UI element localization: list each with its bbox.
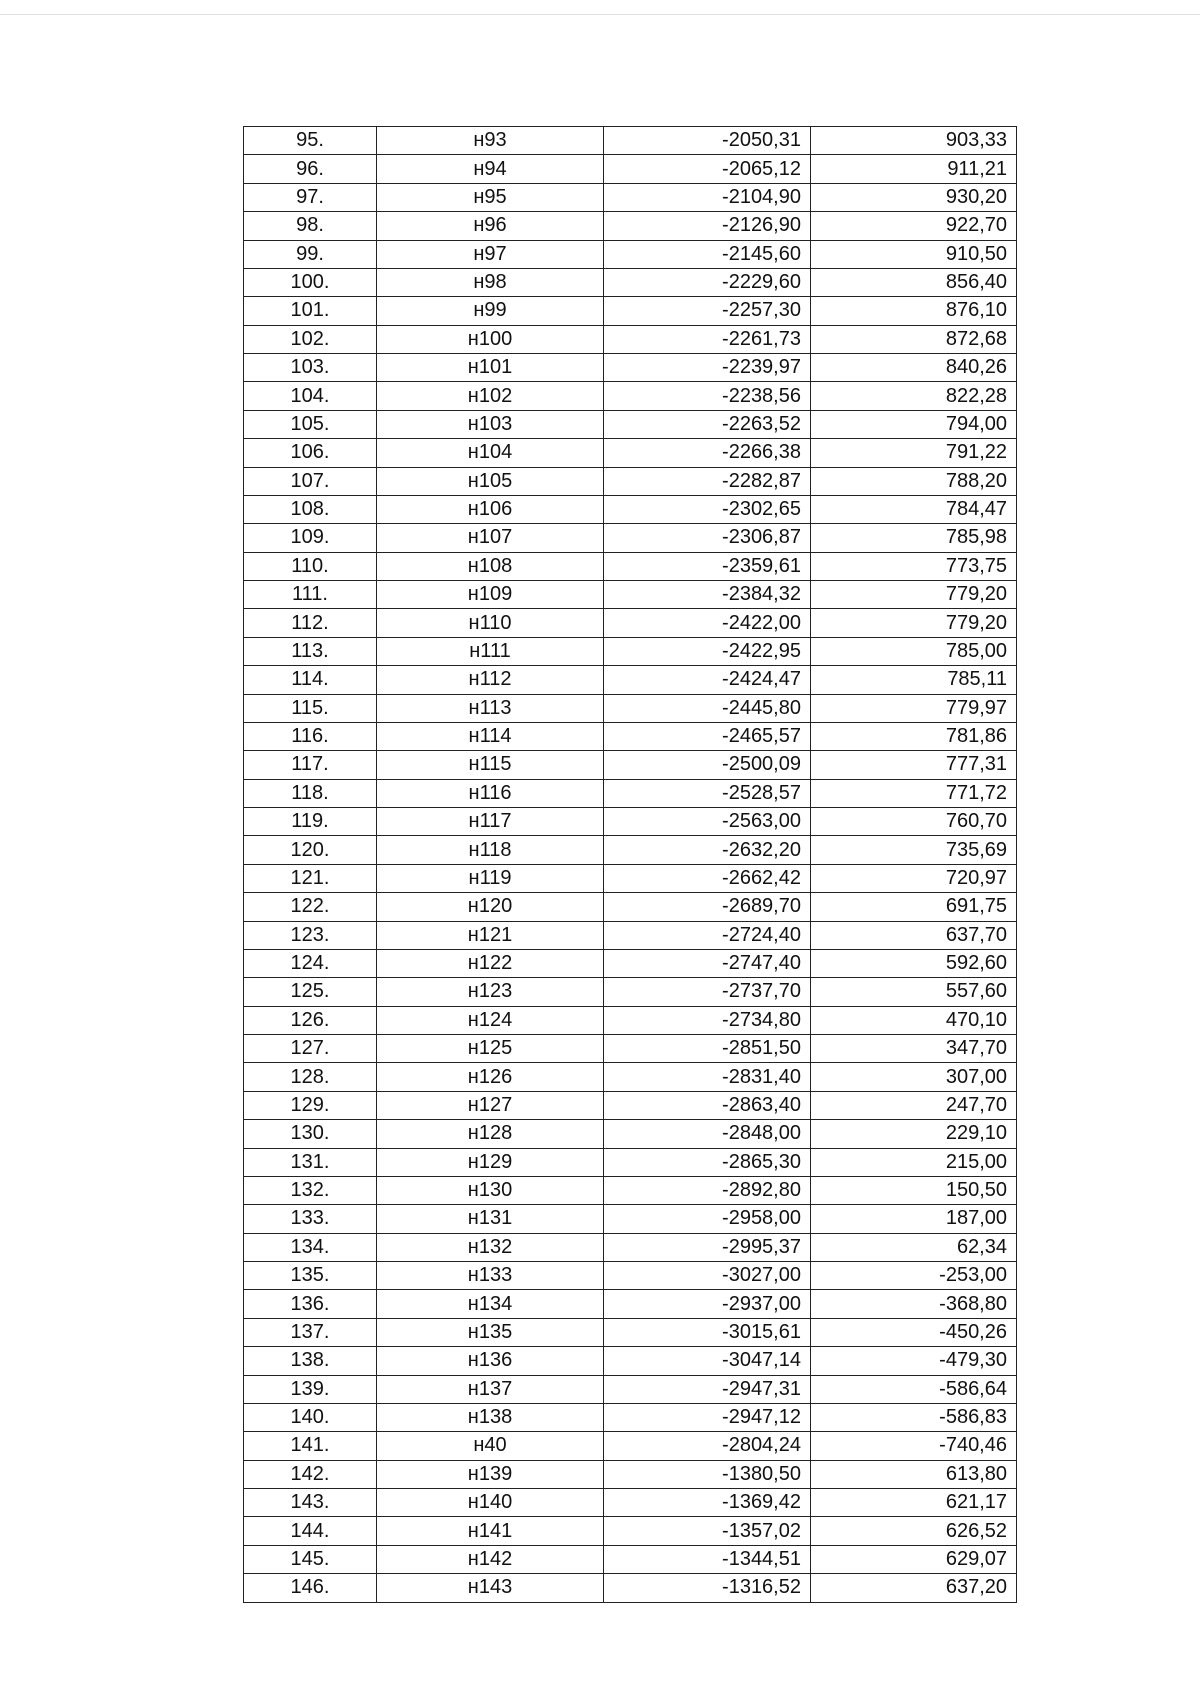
table-row <box>244 949 1017 977</box>
y-coordinate-cell: 771,72 <box>811 779 1017 807</box>
table-row <box>244 1176 1017 1204</box>
table-row <box>244 1035 1017 1063</box>
y-coordinate-cell: 735,69 <box>811 836 1017 864</box>
table-row <box>244 864 1017 892</box>
table-row <box>244 240 1017 268</box>
y-coordinate-cell: -740,46 <box>811 1432 1017 1460</box>
table-row <box>244 921 1017 949</box>
point-name-cell: н127 <box>377 1091 604 1119</box>
y-coordinate-cell: 760,70 <box>811 808 1017 836</box>
point-number-cell: 110. <box>244 552 377 580</box>
point-number-cell: 107. <box>244 467 377 495</box>
point-name-cell: н137 <box>377 1375 604 1403</box>
point-number-cell: 123. <box>244 921 377 949</box>
point-name-cell: н94 <box>377 155 604 183</box>
x-coordinate-cell: -2863,40 <box>604 1091 811 1119</box>
table-row <box>244 1460 1017 1488</box>
x-coordinate-cell: -2662,42 <box>604 864 811 892</box>
point-name-cell: н126 <box>377 1063 604 1091</box>
x-coordinate-cell: -2257,30 <box>604 297 811 325</box>
point-number-cell: 144. <box>244 1517 377 1545</box>
table-row <box>244 552 1017 580</box>
y-coordinate-cell: 777,31 <box>811 751 1017 779</box>
x-coordinate-cell: -2263,52 <box>604 410 811 438</box>
point-name-cell: н116 <box>377 779 604 807</box>
point-name-cell: н138 <box>377 1403 604 1431</box>
x-coordinate-cell: -2282,87 <box>604 467 811 495</box>
point-number-cell: 135. <box>244 1262 377 1290</box>
x-coordinate-cell: -2831,40 <box>604 1063 811 1091</box>
point-number-cell: 103. <box>244 354 377 382</box>
y-coordinate-cell: 822,28 <box>811 382 1017 410</box>
table-row <box>244 1148 1017 1176</box>
point-name-cell: н95 <box>377 183 604 211</box>
x-coordinate-cell: -2937,00 <box>604 1290 811 1318</box>
point-name-cell: н115 <box>377 751 604 779</box>
point-name-cell: н141 <box>377 1517 604 1545</box>
point-number-cell: 119. <box>244 808 377 836</box>
x-coordinate-cell: -2104,90 <box>604 183 811 211</box>
point-name-cell: н139 <box>377 1460 604 1488</box>
x-coordinate-cell: -2422,00 <box>604 609 811 637</box>
y-coordinate-cell: 62,34 <box>811 1233 1017 1261</box>
point-number-cell: 108. <box>244 495 377 523</box>
point-name-cell: н143 <box>377 1574 604 1602</box>
x-coordinate-cell: -2050,31 <box>604 127 811 155</box>
point-number-cell: 109. <box>244 524 377 552</box>
y-coordinate-cell: 794,00 <box>811 410 1017 438</box>
point-number-cell: 118. <box>244 779 377 807</box>
x-coordinate-cell: -2445,80 <box>604 694 811 722</box>
y-coordinate-cell: -586,83 <box>811 1403 1017 1431</box>
table-row <box>244 495 1017 523</box>
point-number-cell: 138. <box>244 1347 377 1375</box>
y-coordinate-cell: -586,64 <box>811 1375 1017 1403</box>
point-name-cell: н109 <box>377 581 604 609</box>
point-number-cell: 106. <box>244 439 377 467</box>
y-coordinate-cell: 637,70 <box>811 921 1017 949</box>
point-name-cell: н40 <box>377 1432 604 1460</box>
point-number-cell: 121. <box>244 864 377 892</box>
table-row <box>244 155 1017 183</box>
x-coordinate-cell: -2563,00 <box>604 808 811 836</box>
y-coordinate-cell: 626,52 <box>811 1517 1017 1545</box>
point-name-cell: н102 <box>377 382 604 410</box>
x-coordinate-cell: -2689,70 <box>604 893 811 921</box>
point-name-cell: н100 <box>377 325 604 353</box>
point-name-cell: н96 <box>377 212 604 240</box>
x-coordinate-cell: -2947,31 <box>604 1375 811 1403</box>
x-coordinate-cell: -2724,40 <box>604 921 811 949</box>
point-number-cell: 140. <box>244 1403 377 1431</box>
table-row <box>244 1403 1017 1431</box>
table-row <box>244 297 1017 325</box>
point-name-cell: н125 <box>377 1035 604 1063</box>
y-coordinate-cell: 773,75 <box>811 552 1017 580</box>
point-name-cell: н114 <box>377 722 604 750</box>
table-row <box>244 1545 1017 1573</box>
point-name-cell: н103 <box>377 410 604 438</box>
y-coordinate-cell: 691,75 <box>811 893 1017 921</box>
table-row <box>244 893 1017 921</box>
point-number-cell: 97. <box>244 183 377 211</box>
point-number-cell: 95. <box>244 127 377 155</box>
point-number-cell: 112. <box>244 609 377 637</box>
x-coordinate-cell: -3027,00 <box>604 1262 811 1290</box>
y-coordinate-cell: 629,07 <box>811 1545 1017 1573</box>
point-name-cell: н142 <box>377 1545 604 1573</box>
point-name-cell: н97 <box>377 240 604 268</box>
y-coordinate-cell: 470,10 <box>811 1006 1017 1034</box>
point-number-cell: 101. <box>244 297 377 325</box>
x-coordinate-cell: -2145,60 <box>604 240 811 268</box>
point-number-cell: 113. <box>244 637 377 665</box>
point-name-cell: н134 <box>377 1290 604 1318</box>
point-name-cell: н122 <box>377 949 604 977</box>
point-number-cell: 120. <box>244 836 377 864</box>
x-coordinate-cell: -2528,57 <box>604 779 811 807</box>
x-coordinate-cell: -1357,02 <box>604 1517 811 1545</box>
point-name-cell: н119 <box>377 864 604 892</box>
point-name-cell: н130 <box>377 1176 604 1204</box>
point-number-cell: 99. <box>244 240 377 268</box>
table-row <box>244 439 1017 467</box>
y-coordinate-cell: -253,00 <box>811 1262 1017 1290</box>
point-number-cell: 122. <box>244 893 377 921</box>
table-row <box>244 1347 1017 1375</box>
x-coordinate-cell: -2238,56 <box>604 382 811 410</box>
point-name-cell: н123 <box>377 978 604 1006</box>
table-row <box>244 1489 1017 1517</box>
y-coordinate-cell: 621,17 <box>811 1489 1017 1517</box>
x-coordinate-cell: -2229,60 <box>604 268 811 296</box>
x-coordinate-cell: -2865,30 <box>604 1148 811 1176</box>
table-row <box>244 1120 1017 1148</box>
point-number-cell: 126. <box>244 1006 377 1034</box>
y-coordinate-cell: 784,47 <box>811 495 1017 523</box>
y-coordinate-cell: 856,40 <box>811 268 1017 296</box>
y-coordinate-cell: 150,50 <box>811 1176 1017 1204</box>
point-name-cell: н140 <box>377 1489 604 1517</box>
table-row <box>244 410 1017 438</box>
y-coordinate-cell: -479,30 <box>811 1347 1017 1375</box>
y-coordinate-cell: 922,70 <box>811 212 1017 240</box>
point-name-cell: н121 <box>377 921 604 949</box>
table-row <box>244 1233 1017 1261</box>
y-coordinate-cell: 910,50 <box>811 240 1017 268</box>
table-row <box>244 1262 1017 1290</box>
point-number-cell: 129. <box>244 1091 377 1119</box>
point-number-cell: 98. <box>244 212 377 240</box>
point-number-cell: 146. <box>244 1574 377 1602</box>
point-name-cell: н106 <box>377 495 604 523</box>
y-coordinate-cell: 840,26 <box>811 354 1017 382</box>
point-name-cell: н98 <box>377 268 604 296</box>
point-number-cell: 128. <box>244 1063 377 1091</box>
x-coordinate-cell: -2359,61 <box>604 552 811 580</box>
table-row <box>244 722 1017 750</box>
y-coordinate-cell: 307,00 <box>811 1063 1017 1091</box>
y-coordinate-cell: -368,80 <box>811 1290 1017 1318</box>
table-row <box>244 1517 1017 1545</box>
point-number-cell: 102. <box>244 325 377 353</box>
y-coordinate-cell: -450,26 <box>811 1318 1017 1346</box>
y-coordinate-cell: 781,86 <box>811 722 1017 750</box>
point-name-cell: н124 <box>377 1006 604 1034</box>
y-coordinate-cell: 903,33 <box>811 127 1017 155</box>
point-name-cell: н108 <box>377 552 604 580</box>
point-name-cell: н133 <box>377 1262 604 1290</box>
x-coordinate-cell: -2239,97 <box>604 354 811 382</box>
table-row <box>244 779 1017 807</box>
point-number-cell: 96. <box>244 155 377 183</box>
point-number-cell: 134. <box>244 1233 377 1261</box>
x-coordinate-cell: -2734,80 <box>604 1006 811 1034</box>
table-row <box>244 666 1017 694</box>
point-name-cell: н118 <box>377 836 604 864</box>
x-coordinate-cell: -2065,12 <box>604 155 811 183</box>
y-coordinate-cell: 872,68 <box>811 325 1017 353</box>
point-number-cell: 124. <box>244 949 377 977</box>
x-coordinate-cell: -2500,09 <box>604 751 811 779</box>
table-row <box>244 1006 1017 1034</box>
x-coordinate-cell: -2747,40 <box>604 949 811 977</box>
point-number-cell: 132. <box>244 1176 377 1204</box>
point-name-cell: н104 <box>377 439 604 467</box>
point-name-cell: н129 <box>377 1148 604 1176</box>
x-coordinate-cell: -2465,57 <box>604 722 811 750</box>
x-coordinate-cell: -2851,50 <box>604 1035 811 1063</box>
x-coordinate-cell: -2422,95 <box>604 637 811 665</box>
table-row <box>244 978 1017 1006</box>
point-name-cell: н101 <box>377 354 604 382</box>
table-row <box>244 1290 1017 1318</box>
point-name-cell: н111 <box>377 637 604 665</box>
table-row <box>244 524 1017 552</box>
x-coordinate-cell: -2632,20 <box>604 836 811 864</box>
x-coordinate-cell: -2737,70 <box>604 978 811 1006</box>
table-row <box>244 183 1017 211</box>
x-coordinate-cell: -2958,00 <box>604 1205 811 1233</box>
x-coordinate-cell: -1316,52 <box>604 1574 811 1602</box>
y-coordinate-cell: 791,22 <box>811 439 1017 467</box>
table-row <box>244 1574 1017 1602</box>
point-name-cell: н99 <box>377 297 604 325</box>
x-coordinate-cell: -2947,12 <box>604 1403 811 1431</box>
y-coordinate-cell: 720,97 <box>811 864 1017 892</box>
y-coordinate-cell: 930,20 <box>811 183 1017 211</box>
point-number-cell: 111. <box>244 581 377 609</box>
point-number-cell: 141. <box>244 1432 377 1460</box>
table-row <box>244 354 1017 382</box>
y-coordinate-cell: 229,10 <box>811 1120 1017 1148</box>
x-coordinate-cell: -2384,32 <box>604 581 811 609</box>
point-number-cell: 127. <box>244 1035 377 1063</box>
point-number-cell: 136. <box>244 1290 377 1318</box>
point-name-cell: н135 <box>377 1318 604 1346</box>
y-coordinate-cell: 785,98 <box>811 524 1017 552</box>
table-row <box>244 637 1017 665</box>
point-name-cell: н107 <box>377 524 604 552</box>
x-coordinate-cell: -2424,47 <box>604 666 811 694</box>
table-row <box>244 1063 1017 1091</box>
table-row <box>244 1205 1017 1233</box>
point-name-cell: н110 <box>377 609 604 637</box>
table-row <box>244 1375 1017 1403</box>
point-number-cell: 105. <box>244 410 377 438</box>
point-number-cell: 130. <box>244 1120 377 1148</box>
x-coordinate-cell: -1380,50 <box>604 1460 811 1488</box>
x-coordinate-cell: -3015,61 <box>604 1318 811 1346</box>
point-name-cell: н120 <box>377 893 604 921</box>
point-number-cell: 131. <box>244 1148 377 1176</box>
point-name-cell: н93 <box>377 127 604 155</box>
table-row <box>244 268 1017 296</box>
scan-edge-line <box>0 14 1200 15</box>
point-name-cell: н136 <box>377 1347 604 1375</box>
point-number-cell: 125. <box>244 978 377 1006</box>
point-number-cell: 104. <box>244 382 377 410</box>
table-row <box>244 836 1017 864</box>
y-coordinate-cell: 247,70 <box>811 1091 1017 1119</box>
x-coordinate-cell: -2848,00 <box>604 1120 811 1148</box>
point-number-cell: 133. <box>244 1205 377 1233</box>
table-row <box>244 382 1017 410</box>
table-row <box>244 325 1017 353</box>
point-number-cell: 115. <box>244 694 377 722</box>
table-row <box>244 1432 1017 1460</box>
y-coordinate-cell: 779,20 <box>811 609 1017 637</box>
x-coordinate-cell: -1369,42 <box>604 1489 811 1517</box>
y-coordinate-cell: 876,10 <box>811 297 1017 325</box>
point-name-cell: н131 <box>377 1205 604 1233</box>
point-number-cell: 117. <box>244 751 377 779</box>
y-coordinate-cell: 785,00 <box>811 637 1017 665</box>
table-row <box>244 1091 1017 1119</box>
point-name-cell: н113 <box>377 694 604 722</box>
point-number-cell: 142. <box>244 1460 377 1488</box>
point-number-cell: 137. <box>244 1318 377 1346</box>
point-name-cell: н117 <box>377 808 604 836</box>
table-row <box>244 609 1017 637</box>
y-coordinate-cell: 779,97 <box>811 694 1017 722</box>
point-number-cell: 139. <box>244 1375 377 1403</box>
point-number-cell: 145. <box>244 1545 377 1573</box>
y-coordinate-cell: 911,21 <box>811 155 1017 183</box>
point-number-cell: 114. <box>244 666 377 694</box>
x-coordinate-cell: -1344,51 <box>604 1545 811 1573</box>
table-row <box>244 467 1017 495</box>
point-name-cell: н112 <box>377 666 604 694</box>
point-name-cell: н128 <box>377 1120 604 1148</box>
y-coordinate-cell: 187,00 <box>811 1205 1017 1233</box>
x-coordinate-cell: -2261,73 <box>604 325 811 353</box>
point-number-cell: 100. <box>244 268 377 296</box>
y-coordinate-cell: 557,60 <box>811 978 1017 1006</box>
x-coordinate-cell: -3047,14 <box>604 1347 811 1375</box>
table-row <box>244 1318 1017 1346</box>
table-row <box>244 127 1017 155</box>
x-coordinate-cell: -2892,80 <box>604 1176 811 1204</box>
point-name-cell: н105 <box>377 467 604 495</box>
y-coordinate-cell: 788,20 <box>811 467 1017 495</box>
x-coordinate-cell: -2266,38 <box>604 439 811 467</box>
x-coordinate-cell: -2126,90 <box>604 212 811 240</box>
x-coordinate-cell: -2804,24 <box>604 1432 811 1460</box>
x-coordinate-cell: -2995,37 <box>604 1233 811 1261</box>
x-coordinate-cell: -2306,87 <box>604 524 811 552</box>
table-row <box>244 751 1017 779</box>
y-coordinate-cell: 215,00 <box>811 1148 1017 1176</box>
coordinates-table-body <box>244 127 1017 1603</box>
y-coordinate-cell: 785,11 <box>811 666 1017 694</box>
y-coordinate-cell: 347,70 <box>811 1035 1017 1063</box>
point-name-cell: н132 <box>377 1233 604 1261</box>
table-row <box>244 212 1017 240</box>
y-coordinate-cell: 613,80 <box>811 1460 1017 1488</box>
x-coordinate-cell: -2302,65 <box>604 495 811 523</box>
point-number-cell: 143. <box>244 1489 377 1517</box>
y-coordinate-cell: 779,20 <box>811 581 1017 609</box>
table-row <box>244 581 1017 609</box>
y-coordinate-cell: 637,20 <box>811 1574 1017 1602</box>
table-row <box>244 694 1017 722</box>
y-coordinate-cell: 592,60 <box>811 949 1017 977</box>
point-number-cell: 116. <box>244 722 377 750</box>
table-row <box>244 808 1017 836</box>
coordinates-table <box>243 126 1017 1603</box>
